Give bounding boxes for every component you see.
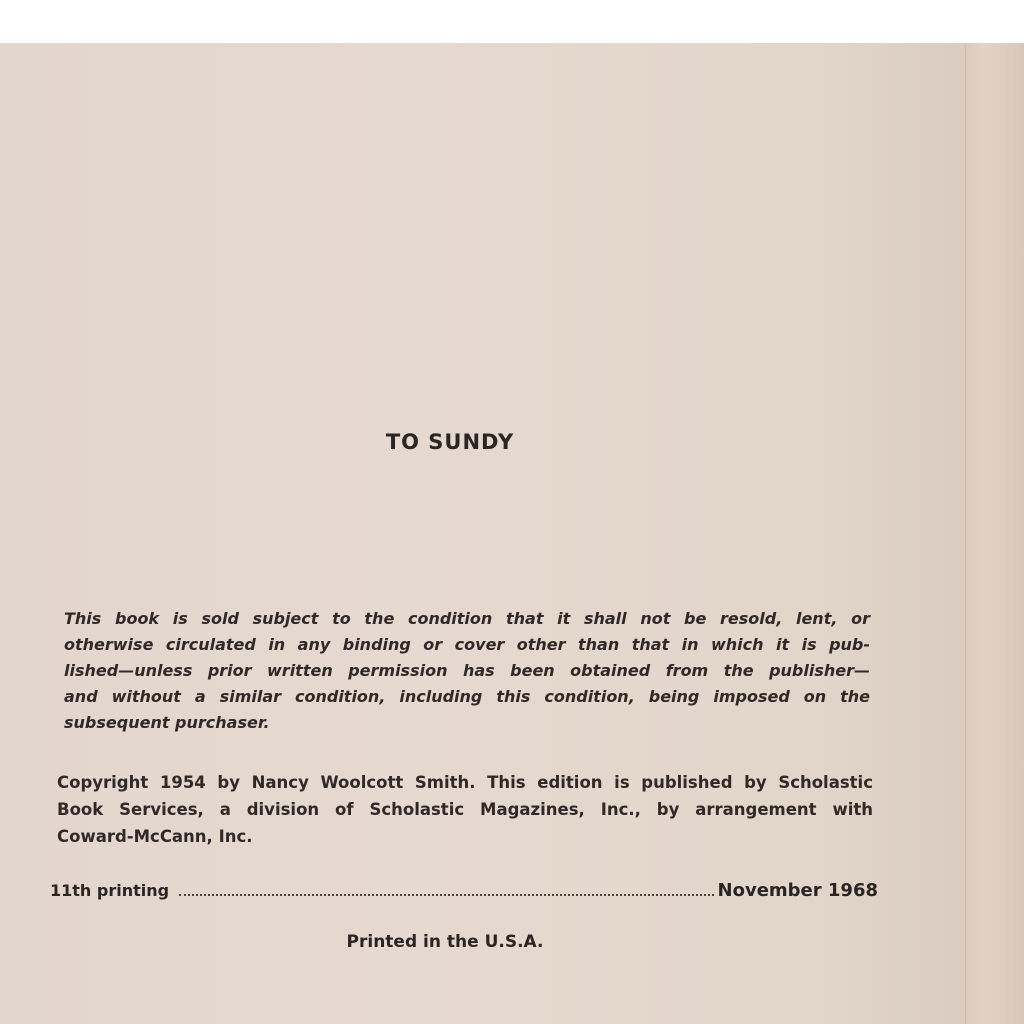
dot-leader: [179, 882, 713, 896]
copyright-line: Book Services, a division of Scholastic Magazines, Inc., by arrangement with: [57, 800, 873, 819]
copyright-notice: [57, 769, 873, 850]
printing-date: November 1968: [717, 880, 878, 901]
condition-line: lished—unless prior written permission has been obtained from the publisher—: [64, 661, 870, 680]
printing-label: 11th printing: [50, 881, 170, 900]
paper-page: [0, 43, 1024, 1024]
adjacent-page-edge: [965, 43, 1024, 1024]
condition-line: otherwise circulated in any binding or cover other than that in which it is pub-: [64, 635, 870, 654]
printed-in: Printed in the U.S.A.: [346, 932, 544, 952]
dedication: TO SUNDY: [385, 430, 515, 454]
printing-line: [50, 880, 878, 910]
condition-line: and without a similar condition, including this condition, being imposed on the: [64, 687, 870, 706]
condition-line: subsequent purchaser.: [64, 713, 270, 732]
copyright-line: Coward-McCann, Inc.: [57, 827, 253, 846]
copyright-line: Copyright 1954 by Nancy Woolcott Smith. This edition is published by Scholastic: [57, 773, 873, 792]
condition-line: This book is sold subject to the condition that it shall not be resold, lent, or: [64, 609, 870, 628]
condition-notice: [64, 606, 870, 736]
